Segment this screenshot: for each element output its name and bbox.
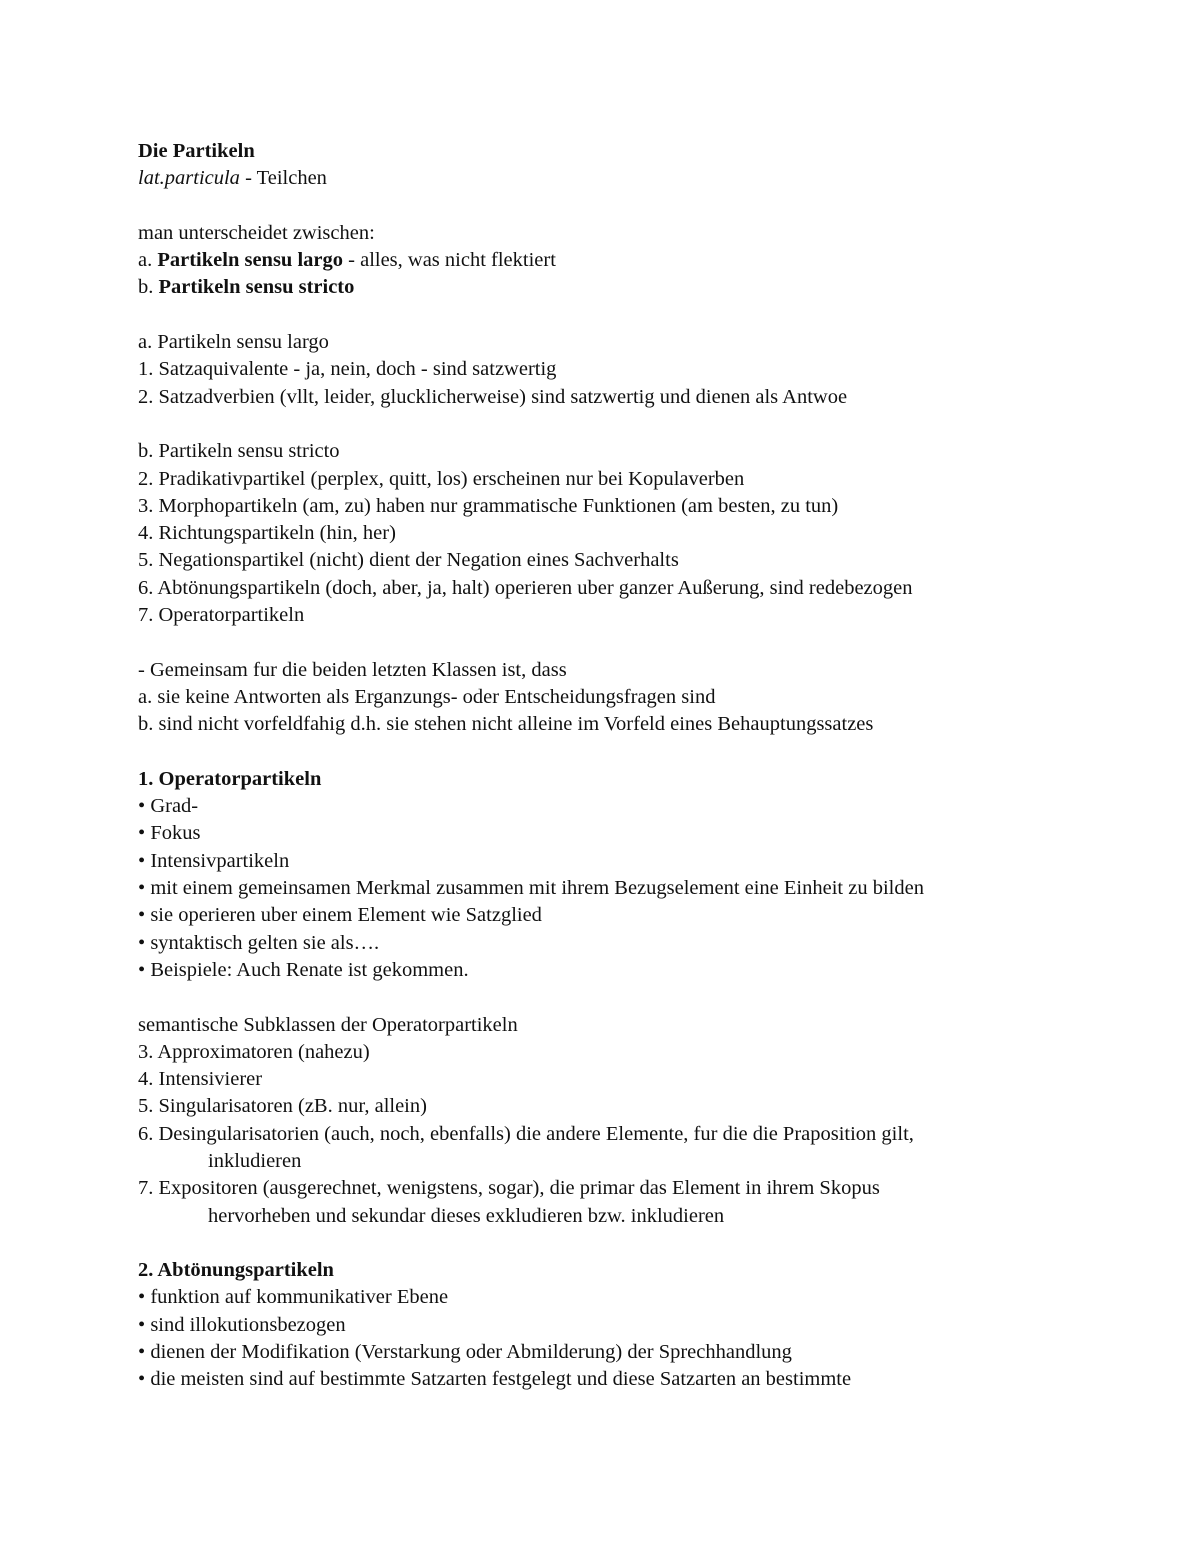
abtoenung-bullet-item <box>138 1339 1138 1366</box>
etymology-line <box>138 165 1138 192</box>
intro-item-rest: - alles, was nicht flektiert <box>343 249 556 272</box>
subclass-item: 5. Singularisatoren (zB. nur, allein) <box>138 1095 427 1118</box>
bullet-text: funktion auf kommunikativer Ebene <box>150 1286 449 1309</box>
bullet-icon: • <box>138 1368 146 1391</box>
operator-bullet-item <box>138 820 1138 847</box>
intro-item <box>138 274 1138 301</box>
bullet-text: Intensivpartikeln <box>150 849 290 872</box>
common-item: b. sind nicht vorfeldfahig d.h. sie stehen nicht alleine im Vorfeld eines Behauptungssatzes <box>138 713 874 736</box>
bullet-icon: • <box>138 795 146 818</box>
bullet-icon: • <box>138 849 146 872</box>
intro-item <box>138 247 1138 274</box>
bullet-text: die meisten sind auf bestimmte Satzarten festgelegt und diese Satzarten an bestimmte <box>150 1368 852 1391</box>
bullet-icon: • <box>138 1341 146 1364</box>
abtoenung-heading: 2. Abtönungspartikeln <box>138 1259 334 1282</box>
etymology-rest: - Teilchen <box>239 167 327 190</box>
document-page <box>138 138 1138 1394</box>
stricto-heading: b. Partikeln sensu stricto <box>138 440 340 463</box>
operator-bullet-item <box>138 930 1138 957</box>
bullet-icon: • <box>138 958 146 981</box>
bullet-text: mit einem gemeinsamen Merkmal zusammen mit ihrem Bezugselement eine Einheit zu bilden <box>150 877 924 900</box>
bullet-icon: • <box>138 822 146 845</box>
stricto-item: 2. Pradikativpartikel (perplex, quitt, los) erscheinen nur bei Kopulaverben <box>138 467 745 490</box>
largo-heading: a. Partikeln sensu largo <box>138 331 329 354</box>
stricto-item: 5. Negationspartikel (nicht) dient der Negation eines Sachverhalts <box>138 549 679 572</box>
subclass-item: 4. Intensivierer <box>138 1068 263 1091</box>
operator-bullet-item <box>138 875 1138 902</box>
common-item: a. sie keine Antworten als Erganzungs- oder Entscheidungsfragen sind <box>138 685 716 708</box>
operator-bullet-item <box>138 848 1138 875</box>
bullet-icon: • <box>138 1286 146 1309</box>
bullet-icon: • <box>138 904 146 927</box>
operator-bullet-item <box>138 793 1138 820</box>
bullet-text: dienen der Modifikation (Verstarkung oder Abmilderung) der Sprechhandlung <box>150 1341 792 1364</box>
operator-heading: 1. Operatorpartikeln <box>138 767 322 790</box>
intro-item-bold: Partikeln sensu stricto <box>158 276 355 299</box>
subclass-item: 7. Expositoren (ausgerechnet, wenigstens, sogar), die primar das Element in ihrem Skopus <box>138 1177 880 1200</box>
bullet-icon: • <box>138 877 146 900</box>
bullet-text: Beispiele: Auch Renate ist gekommen. <box>150 958 469 981</box>
bullet-text: syntaktisch gelten sie als…. <box>150 931 380 954</box>
subclass-item-continuation: inkludieren <box>208 1149 302 1172</box>
common-lead: - Gemeinsam fur die beiden letzten Klassen ist, dass <box>138 658 567 681</box>
largo-item: 1. Satzaquivalente - ja, nein, doch - sind satzwertig <box>138 358 557 381</box>
document-title: Die Partikeln <box>138 140 255 162</box>
etymology-term: lat.particula <box>138 167 240 190</box>
abtoenung-bullet-item <box>138 1312 1138 1339</box>
stricto-item: 3. Morphopartikeln (am, zu) haben nur grammatische Funktionen (am besten, zu tun) <box>138 494 839 517</box>
bullet-icon: • <box>138 1313 146 1336</box>
bullet-text: sie operieren uber einem Element wie Satzglied <box>150 904 542 927</box>
subclass-item-continuation: hervorheben und sekundar dieses exkludieren bzw. inkludieren <box>208 1204 725 1227</box>
stricto-item: 4. Richtungspartikeln (hin, her) <box>138 522 396 545</box>
bullet-text: sind illokutionsbezogen <box>150 1313 346 1336</box>
largo-item: 2. Satzadverbien (vllt, leider, glucklicherweise) sind satzwertig und dienen als Antwoe <box>138 385 848 408</box>
subclass-item: 3. Approximatoren (nahezu) <box>138 1040 370 1063</box>
stricto-item: 6. Abtönungspartikeln (doch, aber, ja, halt) operieren uber ganzer Außerung, sind redebezogen <box>138 576 913 599</box>
intro-item-marker: b. <box>138 276 159 299</box>
bullet-text: Fokus <box>150 822 201 845</box>
bullet-icon: • <box>138 931 146 954</box>
intro-item-bold: Partikeln sensu largo <box>157 249 344 272</box>
abtoenung-bullet-item <box>138 1284 1138 1311</box>
bullet-text: Grad- <box>150 795 199 818</box>
subclasses-lead: semantische Subklassen der Operatorpartikeln <box>138 1013 518 1036</box>
operator-bullet-item <box>138 902 1138 929</box>
subclass-item: 6. Desingularisatorien (auch, noch, ebenfalls) die andere Elemente, fur die die Praposition gilt, <box>138 1122 914 1145</box>
intro-item-marker: a. <box>138 249 158 272</box>
intro-lead: man unterscheidet zwischen: <box>138 221 375 244</box>
operator-bullet-item <box>138 957 1138 984</box>
abtoenung-bullet-item <box>138 1366 1138 1393</box>
stricto-item: 7. Operatorpartikeln <box>138 604 305 627</box>
